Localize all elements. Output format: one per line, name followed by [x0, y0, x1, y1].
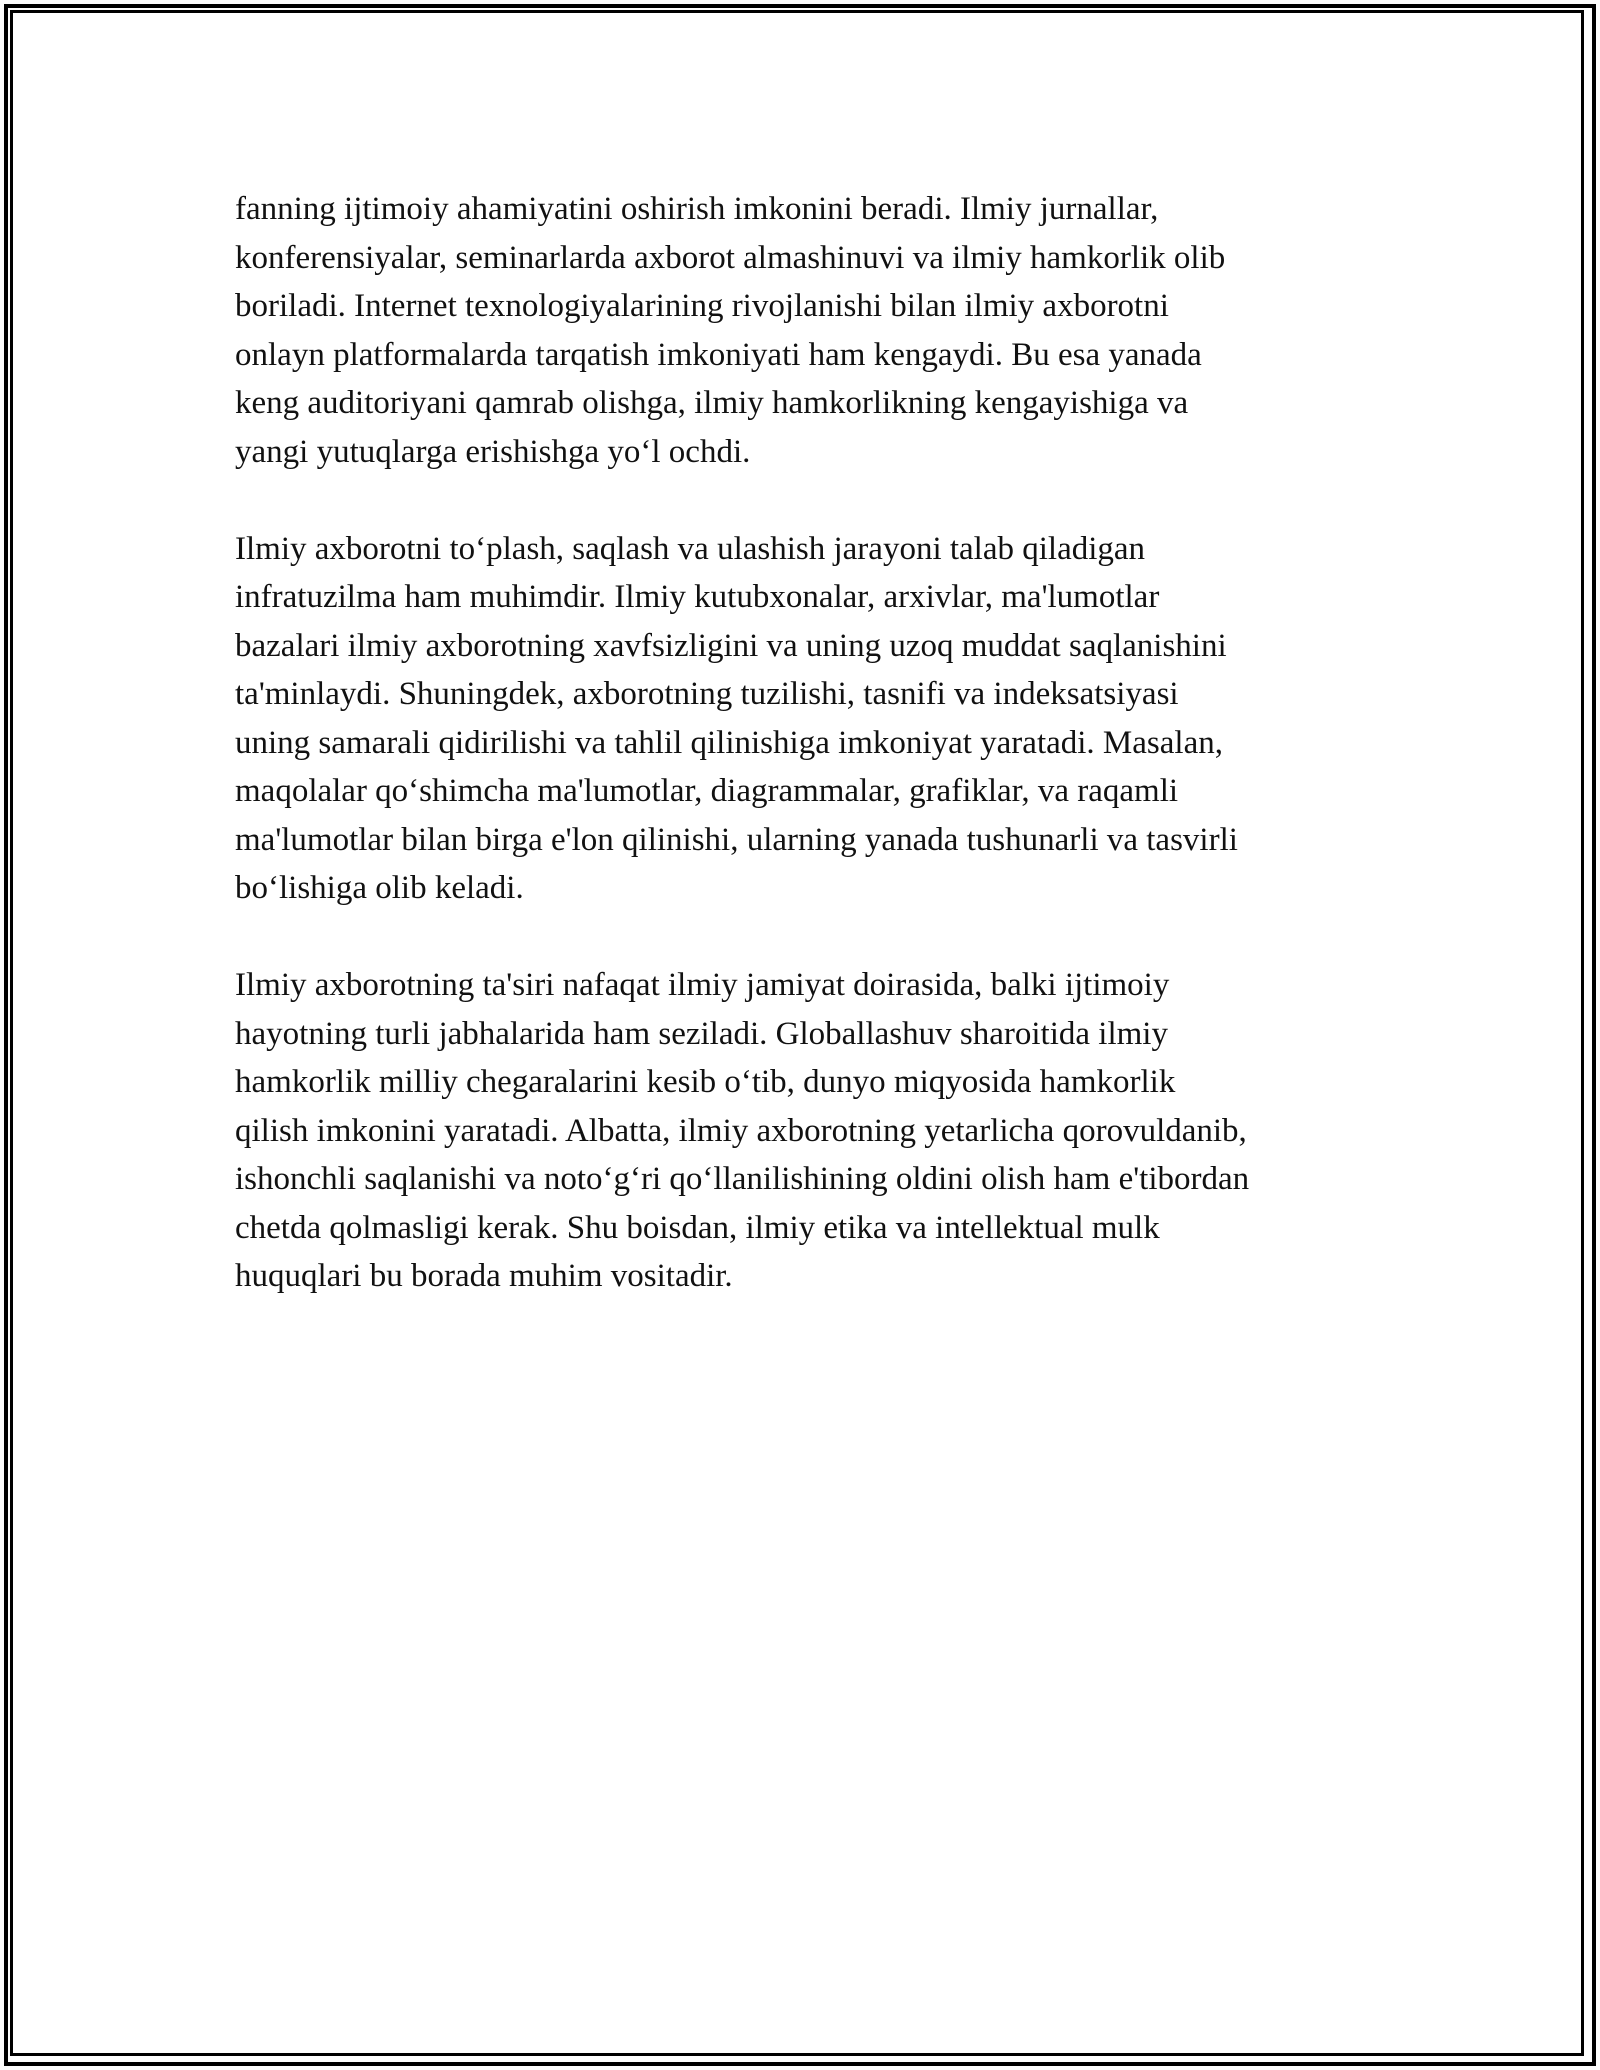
text-line: bazalari ilmiy axborotning xavfsizligini va uning uzoq muddat saqlanishini	[235, 627, 1227, 664]
text-line: keng auditoriyani qamrab olishga, ilmiy hamkorlikning kengayishiga va	[235, 385, 1189, 421]
text-line: chetda qolmasligi kerak. Shu boisdan, ilmiy etika va intellektual mulk	[235, 1209, 1160, 1246]
text-line: qilish imkonini yaratadi. Albatta, ilmiy axborotning yetarlicha qorovuldanib,	[235, 1112, 1247, 1149]
paragraph-3	[235, 961, 1385, 1301]
text-line: bo‘lishiga olib keladi.	[235, 870, 524, 906]
document-body	[235, 185, 1385, 1349]
text-line: ta'minlaydi. Shuningdek, axborotning tuzilishi, tasnifi va indeksatsiyasi	[235, 676, 1179, 712]
paragraph-2	[235, 525, 1385, 913]
text-line: yangi yutuqlarga erishishga yo‘l ochdi.	[235, 433, 751, 470]
text-line: maqolalar qo‘shimcha ma'lumotlar, diagrammalar, grafiklar, va raqamli	[235, 773, 1179, 809]
text-line: uning samarali qidirilishi va tahlil qilinishiga imkoniyat yaratadi. Masalan,	[235, 724, 1223, 761]
text-line: hayotning turli jabhalarida ham seziladi. Globallashuv sharoitida ilmiy	[235, 1015, 1168, 1052]
text-line: huquqlari bu borada muhim vositadir.	[235, 1258, 733, 1294]
text-line: ishonchli saqlanishi va noto‘g‘ri qo‘llanilishining oldini olish ham e'tibordan	[235, 1161, 1250, 1197]
text-line: Ilmiy axborotning ta'siri nafaqat ilmiy jamiyat doirasida, balki ijtimoiy	[235, 967, 1170, 1003]
text-line: ma'lumotlar bilan birga e'lon qilinishi, ularning yanada tushunarli va tasvirli	[235, 821, 1238, 858]
text-line: Ilmiy axborotni to‘plash, saqlash va ulashish jarayoni talab qiladigan	[235, 530, 1146, 567]
text-line: onlayn platformalarda tarqatish imkoniyati ham kengaydi. Bu esa yanada	[235, 336, 1202, 373]
text-line: konferensiyalar, seminarlarda axborot almashinuvi va ilmiy hamkorlik olib	[235, 239, 1226, 276]
text-line: boriladi. Internet texnologiyalarining rivojlanishi bilan ilmiy axborotni	[235, 288, 1169, 324]
text-line: fanning ijtimoiy ahamiyatini oshirish imkonini beradi. Ilmiy jurnallar,	[235, 191, 1159, 227]
text-line: infratuzilma ham muhimdir. Ilmiy kutubxonalar, arxivlar, ma'lumotlar	[235, 579, 1160, 615]
paragraph-1	[235, 185, 1385, 476]
text-line: hamkorlik milliy chegaralarini kesib o‘tib, dunyo miqyosida hamkorlik	[235, 1064, 1176, 1100]
